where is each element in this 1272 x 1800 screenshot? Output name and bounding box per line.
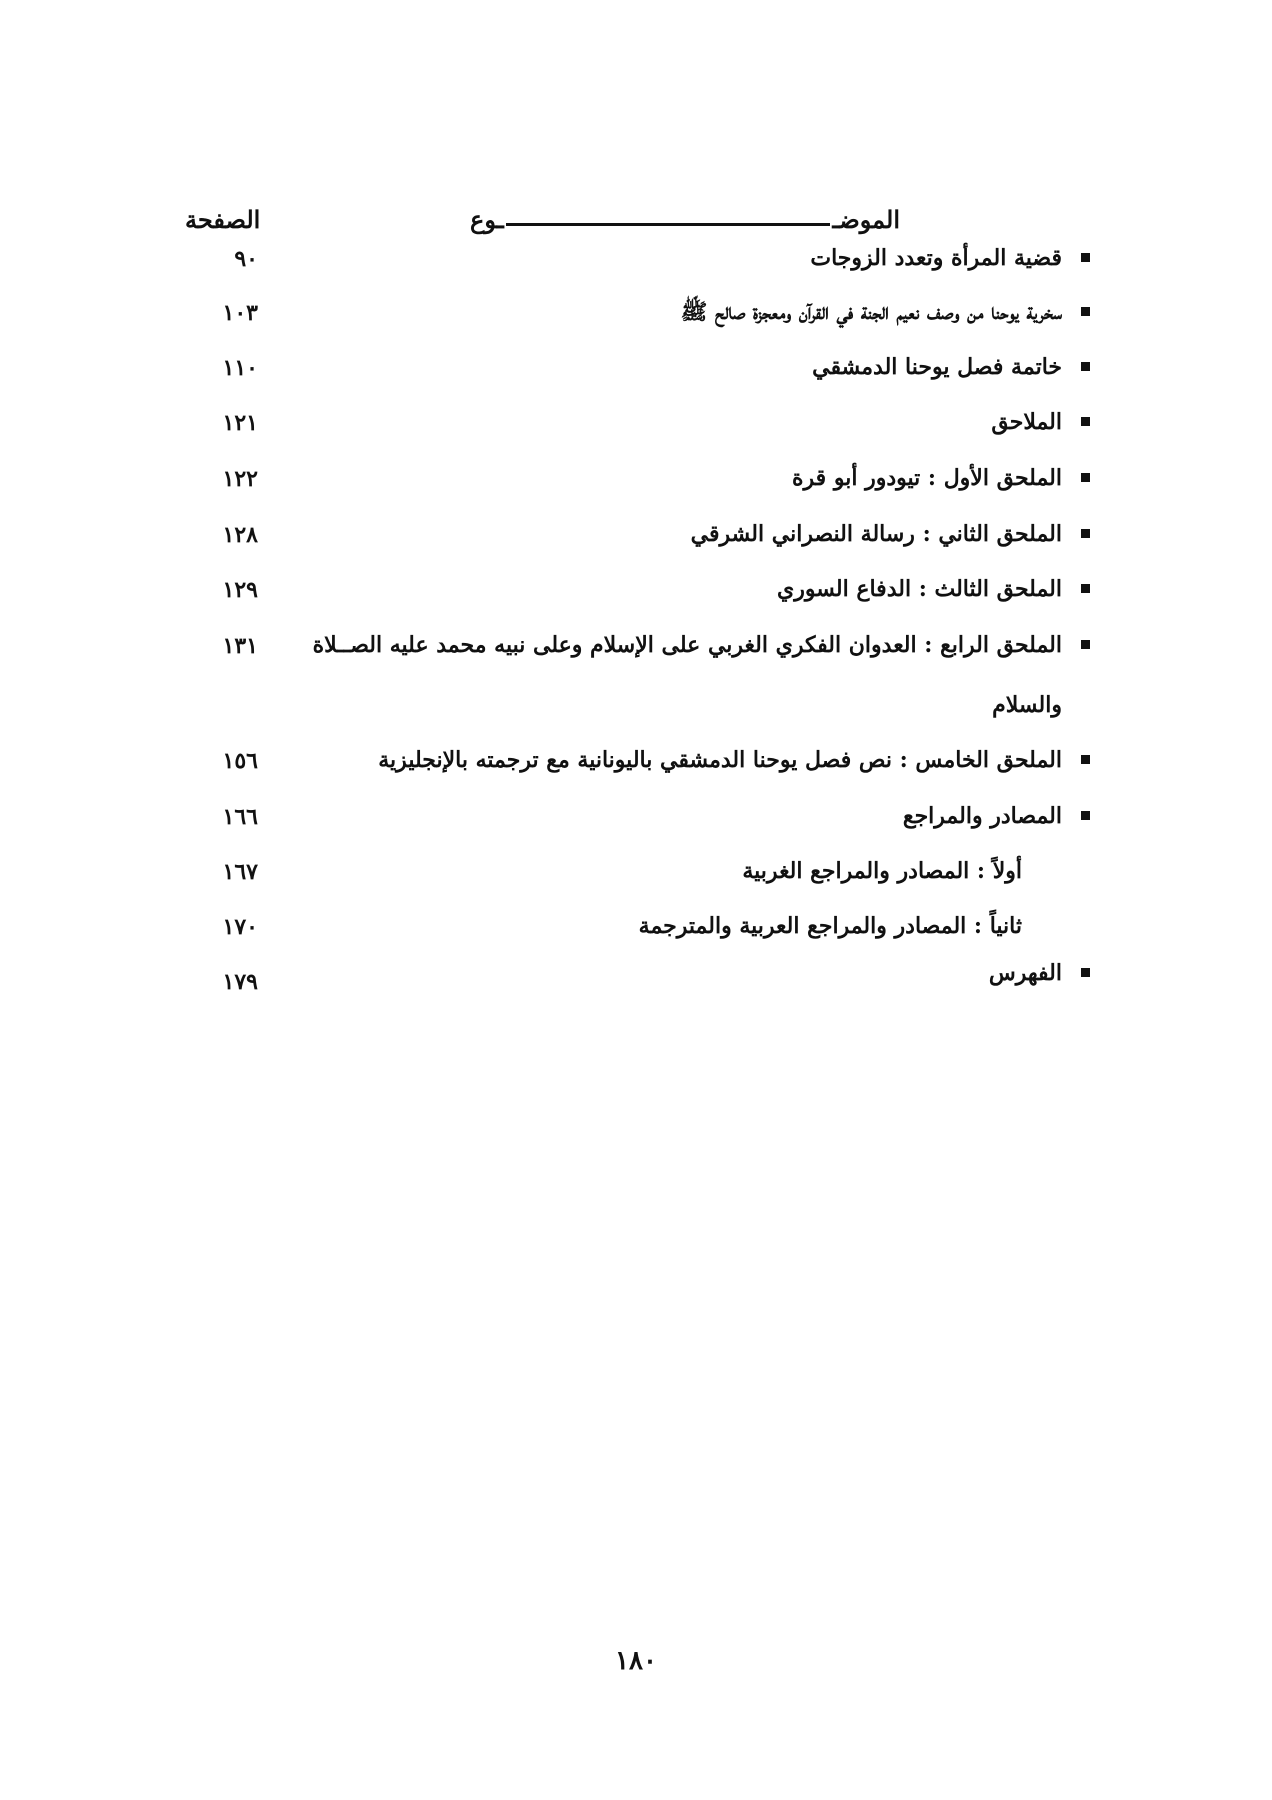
toc-entry-page: ١٢١	[222, 410, 258, 436]
toc-entry	[180, 627, 1090, 727]
toc-entry-page: ١٠٣	[222, 300, 258, 326]
toc-entry	[180, 516, 1090, 556]
topic-header-end: ـوع	[470, 205, 504, 234]
topic-header-start: الموضـ	[832, 205, 900, 234]
toc-entry	[180, 571, 1090, 611]
toc-entry-page: ٩٠	[234, 246, 258, 272]
toc-entry-page: ١٧٠	[222, 914, 258, 940]
toc-entry-title: ثانياً : المصادر والمراجع العربية والمترجمة	[638, 913, 1022, 939]
toc-entry-title: المصادر والمراجع	[902, 803, 1062, 829]
toc-entry-title: الملحق الثالث : الدفاع السوري	[777, 576, 1062, 602]
toc-entry-page: ١٢٨	[222, 522, 258, 548]
toc-entry	[180, 460, 1090, 500]
toc-entry-page: ١٢٩	[222, 577, 258, 603]
toc-entry	[180, 798, 1090, 838]
toc-entry-title: الملحق الأول : تيودور أبو قرة	[791, 465, 1062, 491]
bullet-square-icon	[1081, 811, 1090, 820]
toc-entry-title: الملحق الرابع : العدوان الفكري الغربي على الإسلام وعلى نبيه محمد عليه الصــلاة والسلام	[312, 632, 1062, 718]
bullet-square-icon	[1081, 473, 1090, 482]
toc-entry	[180, 294, 1090, 334]
bullet-square-icon	[1081, 968, 1090, 977]
bullet-square-icon	[1081, 417, 1090, 426]
toc-entry-page: ١٧٩	[222, 969, 258, 995]
toc-entry-title: أولاً : المصادر والمراجع الغربية	[742, 858, 1022, 884]
page-column-header: الصفحة	[185, 205, 261, 234]
toc-entry	[180, 955, 1090, 995]
toc-entry	[180, 240, 1090, 280]
page-number: ١٨٠	[615, 1646, 657, 1676]
bullet-square-icon	[1081, 640, 1090, 649]
toc-entry-page: ١٥٦	[222, 748, 258, 774]
bullet-square-icon	[1081, 755, 1090, 764]
toc-entry-title: خاتمة فصل يوحنا الدمشقي	[812, 354, 1062, 380]
bullet-square-icon	[1081, 307, 1090, 316]
toc-entry-page: ١٦٧	[222, 859, 258, 885]
toc-entry-page: ١٣١	[222, 633, 258, 659]
topic-header-stretch	[506, 223, 831, 226]
toc-subentry	[180, 908, 1090, 948]
bullet-square-icon	[1081, 253, 1090, 262]
topic-column-header	[470, 205, 900, 234]
toc-entry-title: سخرية يوحنا من وصف نعيم الجنة في القرآن ومعجزة صالح ﷺ	[680, 299, 1062, 325]
toc-entry	[180, 349, 1090, 389]
toc-entry	[180, 404, 1090, 444]
toc-subentry	[180, 853, 1090, 893]
toc-entry-title: الملحق الثاني : رسالة النصراني الشرقي	[690, 521, 1062, 547]
toc-entry-title: الفهرس	[988, 960, 1062, 986]
toc-entry-title: الملاحق	[991, 409, 1062, 435]
bullet-square-icon	[1081, 529, 1090, 538]
toc-entry-title: الملحق الخامس : نص فصل يوحنا الدمشقي باليونانية مع ترجمته بالإنجليزية	[378, 747, 1062, 773]
bullet-square-icon	[1081, 362, 1090, 371]
toc-entry	[180, 742, 1090, 782]
bullet-square-icon	[1081, 584, 1090, 593]
toc-entry-page: ١٢٢	[222, 466, 258, 492]
toc-entry-title: قضية المرأة وتعدد الزوجات	[810, 245, 1062, 271]
toc-entry-page: ١٦٦	[222, 804, 258, 830]
toc-entry-page: ١١٠	[222, 355, 258, 381]
